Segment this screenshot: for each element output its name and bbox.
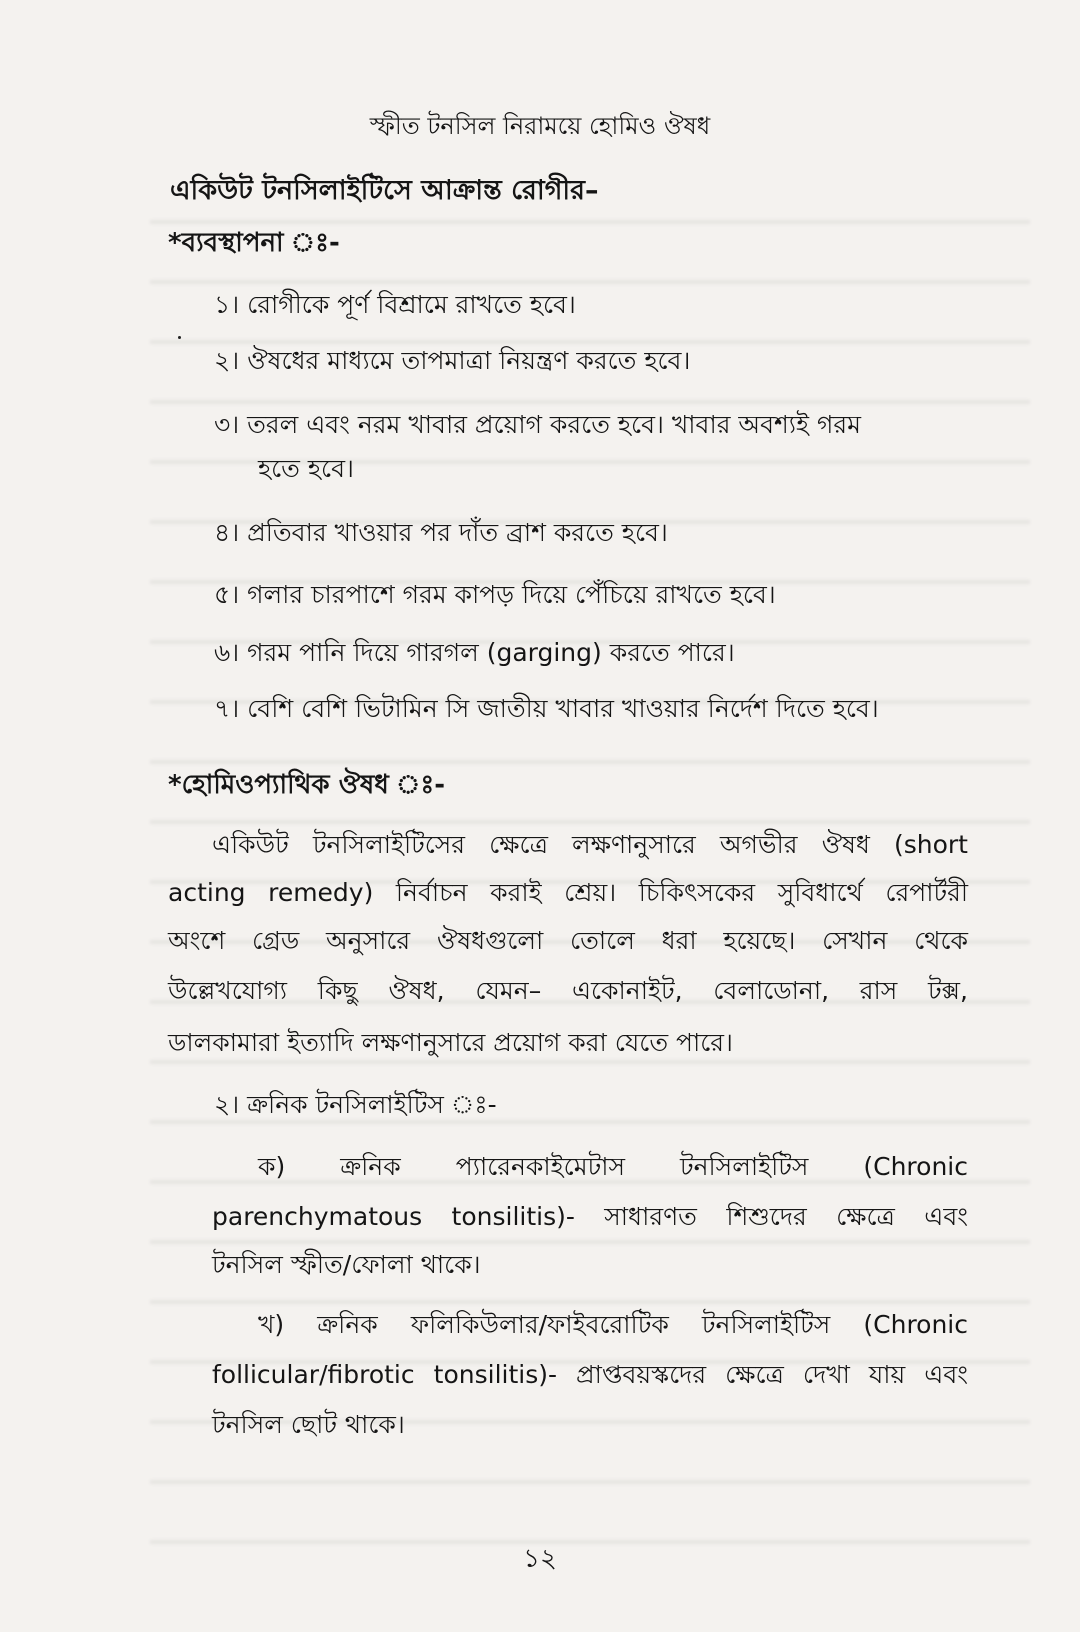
running-header: স্ফীত টনসিল নিরাময়ে হোমিও ঔষধ — [369, 112, 711, 140]
chronic-item-kha-line: টনসিল ছোট থাকে। — [212, 1410, 405, 1439]
chronic-item-kha: খ) ক্রনিক ফলিকিউলার/ফাইবরোটিক টনসিলাইটিস (Chronic — [258, 1310, 968, 1339]
paragraph-line: acting remedy) নির্বাচন করাই শ্রেয়। চিকিৎসকের সুবিধার্থে রেপার্টরী — [168, 878, 968, 907]
homeopathic-heading: *হোমিওপ্যাথিক ঔষধ ঃ- — [168, 770, 446, 800]
list-item: ৫। গলার চারপাশে গরম কাপড় দিয়ে পেঁচিয়ে রাখতে হবে। — [214, 580, 776, 609]
section-heading-acute: একিউট টনসিলাইটিসে আক্রান্ত রোগীর– — [170, 175, 599, 206]
paragraph-line: ডালকামারা ইত্যাদি লক্ষণানুসারে প্রয়োগ করা যেতে পারে। — [168, 1028, 733, 1057]
chronic-item-kha-line: follicular/fibrotic tonsilitis)- প্রাপ্তবয়স্কদের ক্ষেত্রে দেখা যায় এবং — [212, 1360, 968, 1389]
list-item: ৩। তরল এবং নরম খাবার প্রয়োগ করতে হবে। খাবার অবশ্যই গরম — [214, 410, 861, 439]
management-subheading: *ব্যবস্থাপনা ঃ- — [168, 228, 340, 258]
page-number: ১২ — [523, 1544, 557, 1574]
list-item: ৭। বেশি বেশি ভিটামিন সি জাতীয় খাবার খাওয়ার নির্দেশ দিতে হবে। — [214, 694, 879, 723]
paragraph-line: অংশে গ্রেড অনুসারে ঔষধগুলো তোলে ধরা হয়েছে। সেখান থেকে — [168, 926, 968, 955]
paragraph-line: উল্লেখযোগ্য কিছু ঔষধ, যেমন– একোনাইট, বেলাডোনা, রাস টক্স, — [168, 976, 968, 1005]
chronic-item-ka-line: parenchymatous tonsilitis)- সাধারণত শিশুদের ক্ষেত্রে এবং — [212, 1202, 968, 1231]
list-item: ২। ঔষধের মাধ্যমে তাপমাত্রা নিয়ন্ত্রণ করতে হবে। — [214, 346, 691, 375]
paragraph-line: একিউট টনসিলাইটিসের ক্ষেত্রে লক্ষণানুসারে অগভীর ঔষধ (short — [212, 830, 968, 859]
chronic-heading: ২। ক্রনিক টনসিলাইটিস ঃ- — [214, 1090, 497, 1119]
list-item: ১। রোগীকে পূর্ণ বিশ্রামে রাখতে হবে। — [214, 290, 576, 319]
chronic-item-ka: ক) ক্রনিক প্যারেনকাইমেটাস টনসিলাইটিস (Chronic — [258, 1152, 968, 1181]
list-item: ৬। গরম পানি দিয়ে গারগল (garging) করতে পারে। — [214, 638, 735, 667]
list-item-continuation: হতে হবে। — [258, 454, 354, 483]
chronic-item-ka-line: টনসিল স্ফীত/ফোলা থাকে। — [212, 1250, 481, 1279]
stray-dot — [178, 336, 181, 339]
list-item: ৪। প্রতিবার খাওয়ার পর দাঁত ব্রাশ করতে হবে। — [214, 518, 668, 547]
